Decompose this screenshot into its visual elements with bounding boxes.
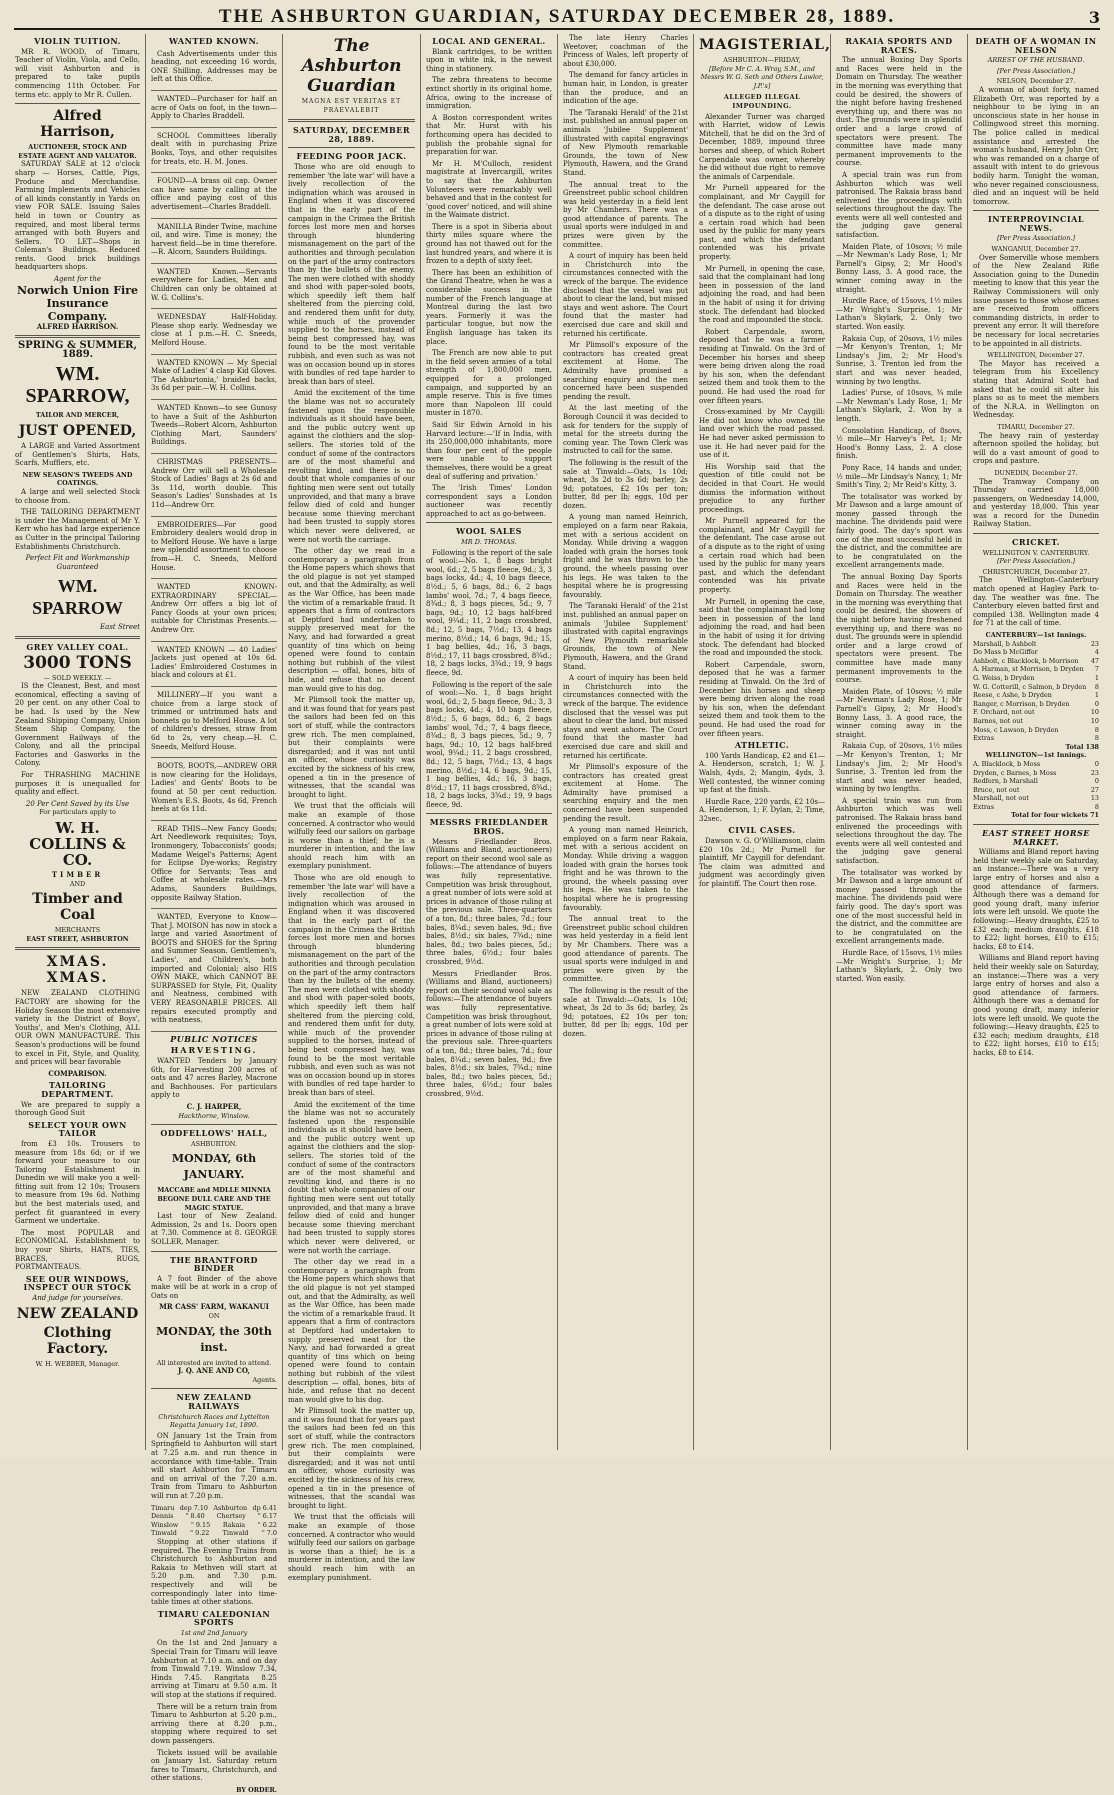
monday-6th: MONDAY, 6th JANUARY. xyxy=(171,1152,257,1182)
horse-market-text-cont: Williams and Bland report having held their weekly sale on Saturday, an instance:—There was a very large entry of horses and also a good attendance of farmers. Although there was a demand for good young draft, many inferior lots were left unsold. We quote the following:—Heavy draughts, £25 to £32 each; medium draughts, £18 to £22; light horses, £10 to £15; hacks, £8 to £14. xyxy=(973,954,1099,1057)
score-row: Marshall, not out 13 xyxy=(973,794,1099,803)
rakaia-p9: The totalisator was worked by Mr Dawson and a large amount of money passed through the machine. The dividends paid were fairly good. The day's sport was one of the most successful held in the district, and the committee are to be congratulated on the excellent arrangements made. xyxy=(836,492,962,570)
local-p2: The zebra threatens to become extinct shortly in its original home, Africa, owing to the increase of immigration. xyxy=(426,76,552,111)
caledonian-text-2: There will be a return train from Timaru to Ashburton at 5.20 p.m., arriving there at 8.20 p.m., stopping where required to set down passengers. xyxy=(151,1702,277,1745)
civil-text: Dawson v. G. O'Williamson, claim £20 10s 2d.; Mr Purnell for plaintiff, Mr Caygill for defendant. The claim was admitted and judgment was accordingly given for plaintiff. The Court then rose. xyxy=(699,837,825,889)
court-p1: Alexander Turner was charged with Harriet, widow of Lewis Mitchell, that he did on the 3rd of December, 1889, impound three horses and sheep, of which Robert Carpendale was owner, whereby he did without due right to remove the animals of Carpendale. xyxy=(699,112,825,181)
death-place: NELSON, December 27. xyxy=(996,77,1076,86)
coal-heading: GREY VALLEY COAL. xyxy=(26,641,129,652)
dunedin-place: DUNEDIN, December 27. xyxy=(994,468,1078,477)
wool-sales-text: Following is the report of the sale of wool:—No. 1, 8 bags bright wool, 6d.; 2, 5 bags fleece, 9d.; 3, 3 bags locks, 4d.; 4, 10 bags fleece, 8½d.; 5, 6 bags, 8d.; 6, 2 bags lambs' wool, 7d.; 7, 4 bags fleece, 8¾d.; 8, 3 bags pieces, 5d.; 9, 7 bags, 9d.; 10, 12 bags half-bred wool, 9¼d.; 11, 2 bags crossbred, 8d.; 12, 5 bags, 7½d.; 13, 4 bags merino, 8½d.; 14, 6 bags, 9d.; 15, 1 bag bellies, 4d.; 16, 3 bags, 8½d.; 17, 11 bags crossbred, 8¾d.; 18, 2 bags locks, 3¾d.; 19, 9 bags fleece, 9d. xyxy=(426,548,553,677)
wool-sales-sub: MR D. THOMAS. xyxy=(461,538,517,547)
rakaia-heading: RAKAIA SPORTS AND RACES. xyxy=(845,36,953,55)
rakaia-p5-cont: Rakaia Cup, of 20sovs, 1½ miles—Mr Kenyon's Trenton, 1; Mr Lindsay's Jim, 2; Mr Hood's Sunrise, 3. Trenton led from the start and was never headed, winning by two lengths. xyxy=(836,742,962,794)
column-6 xyxy=(694,34,831,1450)
score-row: Marshall, b Ashbolt 23 xyxy=(973,639,1099,648)
railways-text: ON January 1st the Train from Springfield to Ashburton will start at 7.25 a.m. and run thence in accordance with time-table. Train will start Ashburton for Timaru and on arrival of the 7.20 a.m. Train from Timaru to Ashburton will run at 7.20 p.m. xyxy=(151,1431,277,1500)
wk-ad-12: WANTED KNOWN — 40 Ladies' Jackets just opened at 10s 6d. Ladies' Embroidered Costumes in black and colours at £1. xyxy=(151,645,277,680)
see-windows: SEE OUR WINDOWS, INSPECT OUR STOCK xyxy=(23,1273,132,1293)
monday-30th: MONDAY, the 30th inst. xyxy=(156,1324,272,1354)
popular-text: The most POPULAR and ECONOMICAL Establishment to buy your Shirts, HATS, TIES, BRACES, RUGS, PORTMANTEAUS. xyxy=(15,1228,140,1272)
court-p6: His Worship said that the question of title could not be decided in that Court. He would dismiss the information without prejudice to any further proceedings. xyxy=(699,462,825,514)
select-tailor: SELECT YOUR OWN TAILOR xyxy=(28,1119,127,1139)
column-4 xyxy=(421,34,558,1450)
wk-ad-4: MANILLA Binder Twine, machine oil, and wire. Time is money; the harvest field—be in time therefore. —R. Alcorn, Saunders Buildings. xyxy=(151,222,277,257)
station-row: Winslow " 9.15 Rakaia " 6.22 xyxy=(151,1520,277,1529)
court-p2: Mr Purnell appeared for the complainant, and Mr Caygill for the defendant. The case arose out of a dispute as to the right of using a certain road which had been used by the public for many years past, and which the defendant contended was his private property. xyxy=(699,184,825,262)
news-p3: The annual treat to the Greenstreet public school children was held yesterday in a field lent by Mr Chambers. There was a good attendance of parents. The usual sports were indulged in and prizes were given by the committee. xyxy=(563,180,688,249)
court-p3: Mr Purnell, in opening the case, said that the complainant had long been in possession of the land adjoining the road, and had been in the habit of using it for driving stock. The defendant had blocked the road and impounded the stock. xyxy=(699,264,825,325)
coal-cost: 20 Per Cent Saved by its Use xyxy=(25,799,130,808)
local-p7: The French are now able to put in the field seven armies of a total strength of 1,800,000 men, equipped for a prolonged campaign, and supported by an ample reserve. This is five times more than Napoleon III could muster in 1870. xyxy=(426,349,552,418)
wk-ad-7: WANTED KNOWN — My Special Make of Ladies' 4 clasp Kid Gloves. 'The Ashburtonia,' braided backs, 3s 6d per pair.—W. H. Collins. xyxy=(151,358,277,393)
rakaia-p4: Hurdle Race, of 15sovs, 1½ miles—Mr Wright's Surprise, 1; Mr Lathan's Skylark, 2. Only two started. Won easily. xyxy=(836,297,962,331)
news-p6: At the last meeting of the Borough Council it was decided to ask for tenders for the supply of metal for the streets during the coming year. The Town Clerk was instructed to call for the same. xyxy=(563,404,688,456)
threshing-text: For THRASHING MACHINE purposes it is unequalled for quality and effect. xyxy=(15,771,140,797)
editorial-p4-cont: Mr Plimsoll took the matter up, and it was found that for years past the sailors had been fed on this sort of stuff, while the contractors grew rich. The men complained, but their complaints were disregarded; and it was not until an officer, whose curiosity was excited by the sickness of his crew, opened a tin in the presence of witnesses, that the scandal was brought to light. xyxy=(288,1407,415,1510)
death-text: A woman of about forty, named Elizabeth Orr, was reported by a neighbour to be lying in an unconscious state in her house in Collingwood street this morning. The police called in medical assistance and arrested the woman's husband, Henry John Orr, who was remanded on a charge of assault with intent to do grievous bodily harm. Tonight the woman, who never regained consciousness, died and an inquest will be held tomorrow. xyxy=(973,85,1099,206)
wk-ad-13: MILLINERY—If you want a choice from a large stock of trimmed or untrimmed hats and bonnets go to Melford House. A lot of children's dresses, straw from 6d to 2s, very cheap.—H. C. Sneeds, Melford House. xyxy=(151,691,277,751)
wk-ad-3: FOUND—A brass oil cap. Owner can have same by calling at the office and paying cost of this advertisement—Charles Braddell. xyxy=(151,177,277,211)
rakaia-p2-cont: A special train was run from Ashburton which was well patronised. The Rakaia brass band enlivened the proceedings with selections throughout the day. The events were all well contested and the judging gave general satisfaction. xyxy=(836,796,962,866)
station-row: Tinwald " 9.22 Tinwald " 7.0 xyxy=(151,1529,277,1538)
wellington-total: Total for four wickets 71 xyxy=(1011,811,1099,820)
horse-market-text: Williams and Bland report having held their weekly sale on Saturday, an instance:—There was a very large entry of horses and also a good attendance of farmers. Although there was a demand for good young draft, many inferior lots were left unsold. We quote the following:—Heavy draughts, £25 to £32 each; medium draughts, £18 to £22; light horses, £10 to £15; hacks, £8 to £14. xyxy=(973,848,1099,951)
select-text: from £3 10s. Trousers to measure from 18s 6d; or if we forward your measure to our Tailoring Establishment in Dunedin we will make you a well-fitting suit from 12 10s; Trousers to measure from 19s 6d. Nothing but the best materials used, and perfect fit guaranteed in every Garment we undertake. xyxy=(15,1139,140,1226)
wk-ad-11: WANTED KNOWN-EXTRAORDINARY SPECIAL—Andrew Orr offers a big lot of Fancy Goods at your own prices; suitable for Christmas Presents.—Andrew Orr. xyxy=(151,583,277,635)
nz-heading: NEW ZEALAND xyxy=(16,1305,139,1322)
news-p2: The 'Taranaki Herald' of the 21st inst. published an annual paper on animals 'Jubilee Supplement' illustrated with capital engravings of New Plymouth remarkable Grounds, the town of New Plymouth, Hawera, and the Grand Stand. xyxy=(563,108,688,177)
local-p9: The 'Irish Times' London correspondent says a London auctioneer was recently approached to act as go-between. xyxy=(426,484,552,518)
wool-sales-text-cont: Following is the report of the sale of wool:—No. 1, 8 bags bright wool, 6d.; 2, 5 bags fleece, 9d.; 3, 3 bags locks, 4d.; 4, 10 bags fleece, 8½d.; 5, 6 bags, 8d.; 6, 2 bags lambs' wool, 7d.; 7, 4 bags fleece, 8¾d.; 8, 3 bags pieces, 5d.; 9, 7 bags, 9d.; 10, 12 bags half-bred wool, 9¼d.; 11, 2 bags crossbred, 8d.; 12, 5 bags, 7½d.; 13, 4 bags merino, 8½d.; 14, 6 bags, 9d.; 15, 1 bag bellies, 4d.; 16, 3 bags, 8½d.; 17, 11 bags crossbred, 8¾d.; 18, 2 bags locks, 3¾d.; 19, 9 bags fleece, 9d. xyxy=(426,680,553,809)
wk-intro: Cash Advertisements under this heading, not exceeding 16 words, ONE Shilling. Addresses may be left at this Office. xyxy=(151,49,277,84)
news-p5-cont: Mr Plimsoll's exposure of the contractors has created great excitement at Home. The Admiralty have promised a searching enquiry and the men concerned have been suspended pending the result. xyxy=(563,763,688,823)
oddfellows-place: ASHBURTON. xyxy=(190,1139,238,1148)
sparrow-sub: TAILOR AND MERCER, xyxy=(35,411,120,420)
column-1 xyxy=(10,34,146,1450)
score-row: Ranger, c Morrison, b Dryden 0 xyxy=(973,699,1099,708)
caledonian-text: On the 1st and 2nd January a Special Train for Timaru will leave Ashburton at 7.10 a.m. and on day from Tinwald 7.19. Winslow 7.34, Hinds 7.45. Rangitata 8.25 arriving at Timaru at 9.50 a.m. It will stop at the stations if required. xyxy=(151,1639,277,1700)
wk-ad-5: WANTED Known.—Servants everywhere for Ladies, Men and Children can only be obtained at W. G. Collins's. xyxy=(151,267,277,302)
xmas-heading: XMAS. XMAS. xyxy=(46,954,109,987)
coal-sold: — SOLD WEEKLY. — xyxy=(43,673,112,682)
news-p5: Mr Plimsoll's exposure of the contractors has created great excitement at Home. The Admiralty have promised a searching enquiry and the men concerned have been suspended pending the result. xyxy=(563,341,688,401)
violin-ad: MR R. WOOD, of Timaru, Teacher of Violin, Viola, and Cello, will visit Ashburton and is prepared to take pupils commencing 11th October. For terms etc. apply to Mr R. Cullen. xyxy=(15,47,140,99)
friedlander-text-cont: Messrs Friedlander Bros. (Williams and Bland, auctioneers) report on their second wool sale as follows:—The attendance of buyers was fully representative. Competition was brisk throughout, a great number of lots were sold at prices in advance of those ruling at the previous sale. Three-quarters of a ton, 8d.; three bales, 7d.; four bales, 8¼d.; seven bales, 9d.; five bales, 8½d.; six bales, 7¾d.; nine bales, 8d.; two bales pieces, 5d.; three bales, 6½d.; four bales crossbred, 9½d. xyxy=(426,969,552,1098)
by-order: BY ORDER. xyxy=(236,1785,277,1794)
merchants: MERCHANTS xyxy=(54,926,101,935)
rakaia-p2: A special train was run from Ashburton which was well patronised. The Rakaia brass band enlivened the proceedings with selections throughout the day. The events were all well contested and the judging gave general satisfaction. xyxy=(836,170,962,240)
editorial-p5-cont: We trust that the officials will make an example of those concerned. A contractor who would wilfully feed our sailors on garbage is worse than a thief; he is a murderer in intention, and the law should reach him with an exemplary punishment. xyxy=(288,1513,415,1582)
last-tour: Last tour of New Zealand. Admission, 2s and 1s. Doors open at 7.30. Commence at 8. GEORGE SOLLER, Manager. xyxy=(151,1212,277,1246)
cricket-text: The Wellington–Canterbury match opened at Hagley Park to-day. The weather was fine. The Canterbury eleven batted first and compiled 138. Wellington made 4 for 71 at the call of time. xyxy=(973,576,1099,628)
wanganui-text: Over Somerville whose members of the New Zealand Rifle Association going to the Dunedin meeting to know that this year the Railway Commissioners will only issue passes to those whose names are received from officers commanding districts, in order to prevent any error. It will therefore be necessary for local secretaries to be appointed in all districts. xyxy=(973,253,1099,348)
court-p5: Cross-examined by Mr Caygill: He did not know who owned the land over which the road passed. He had never asked permission to use it. He had never paid for the use of it. xyxy=(699,408,825,460)
sparrow-name-2: WM. SPARROW xyxy=(32,576,123,619)
canterbury-innings: CANTERBURY—1st Innings. xyxy=(985,631,1087,639)
column-2 xyxy=(146,34,283,1794)
score-row: Reese, c Ashe, b Dryden 1 xyxy=(973,691,1099,700)
wool-sales-heading: WOOL SALES xyxy=(456,526,522,537)
begone-dull-care: BEGONE DULL CARE AND THE MAGIC STATUE. xyxy=(157,1194,271,1212)
editorial-p3-cont: The other day we read in a contemporary a paragraph from the Home papers which shows that the old plague is not yet stamped out, and that the Admiralty, as well as the War Office, has been made the victim of a remarkable fraud. It appears that a firm of contractors at Deptford had undertaken to supply preserved meat for the Navy, and had forwarded a great quantity of tins which on being opened were found to contain nothing but rubbish of the vilest description — offal, bones, bits of hide, and refuse that no decent man would give to his dog. xyxy=(288,1258,415,1404)
editorial-p1-cont: Those who are old enough to remember 'the late war' will have a lively recollection of the indignation which was aroused in England when it was discovered that in the early part of the campaign in the Crimea the British forces lost more men and horses through blundering mismanagement on the part of the authorities and through peculation on the part of the army contractors than by the bullets of the enemy. The men were clothed with shoddy and shod with paper-soled boots, which speedily left them half sheltered from the piercing cold, and rendered them unfit for duty, while much of the provender supplied to the horses, instead of being best compressed hay, was found to be the most veritable rubbish, and even such as was not was on occasion bound up in stores with bundles of red tape harder to break than bars of steel. xyxy=(288,874,415,1097)
editorial-p3: The other day we read in a contemporary a paragraph from the Home papers which shows that the old plague is not yet stamped out, and that the Admiralty, as well as the War Office, has been made the victim of a remarkable fraud. It appears that a firm of contractors at Deptford had undertaken to supply preserved meat for the Navy, and had forwarded a great quantity of tins which on being opened were found to contain nothing but rubbish of the vilest description — offal, bones, bits of hide, and refuse that no decent man would give to his dog. xyxy=(288,547,415,693)
court-p3-cont: Mr Purnell, in opening the case, said that the complainant had long been in possession of the land adjoining the road, and had been in the habit of using it for driving stock. The defendant had blocked the road and impounded the stock. xyxy=(699,597,825,658)
rakaia-p6: Ladies' Purse, of 10sovs, ¾ mile—Mr Newman's Lady Rose, 1; Mr Lathan's Skylark, 2. Won by a length. xyxy=(836,389,962,423)
railways-sub: Christchurch Races and Lyttelton Regatta January 1st, 1890. xyxy=(158,1412,270,1430)
invited: All interested are invited to attend. xyxy=(156,1358,272,1367)
news-p8: A young man named Heinrich, employed on a farm near Rakaia, met with a serious accident on Monday. While driving a waggon loaded with grain the horses took fright and he was thrown to the ground, the wheels passing over his legs. He was taken to the hospital where he is progressing favourably. xyxy=(563,513,688,599)
perfect-fit: Perfect Fit and Workmanship Guaranteed xyxy=(25,554,130,571)
column-3 xyxy=(283,34,421,1582)
charge-heading: ALLEGED ILLEGAL IMPOUNDING. xyxy=(723,93,801,110)
caledonian-sub: 1st and 2nd January xyxy=(180,1628,248,1637)
coal-particulars: For particulars apply to xyxy=(39,808,116,817)
caledonian-heading: TIMARU CALEDONIAN SPORTS xyxy=(157,1608,271,1628)
timber-coal: Timber and Coal xyxy=(32,891,123,924)
tickets-text: Tickets issued will be available on January 1st. Saturday return fares to Timaru, Christchurch, and other stations. xyxy=(151,1748,277,1783)
jq-ane: J. Q. ANE AND CO, xyxy=(178,1366,250,1376)
tweeds-heading: NEW SEASON'S TWEEDS AND COATINGS. xyxy=(22,470,133,488)
score-row: Bruce, not out 27 xyxy=(973,785,1099,794)
tailoring-dept: TAILORING DEPARTMENT. xyxy=(41,1080,114,1099)
stations-table xyxy=(151,1504,277,1538)
harrison-sub: AUCTIONEER, STOCK AND ESTATE AGENT AND VALUATOR. xyxy=(18,143,137,160)
paper-title: The Ashburton Guardian xyxy=(301,36,402,96)
rakaia-p1-cont: The annual Boxing Day Sports and Races were held in the Domain on Thursday. The weather in the morning was everything that could be desired, the showers of the night before having freshened everything up, and there was no dust. The grounds were in splendid order and a large crowd of spectators were present. The committee have made many permanent improvements to the course. xyxy=(836,573,962,685)
agents: Agents. xyxy=(252,1375,277,1384)
sparrow-name: WM. SPARROW, xyxy=(25,363,130,408)
editorial-p1: Those who are old enough to remember 'the late war' will have a lively recollection of the indignation which was aroused in England when it was discovered that in the early part of the campaign in the Crimea the British forces lost more men and horses through blundering mismanagement on the part of the authorities and through peculation on the part of the army contractors than by the bullets of the enemy. The men were clothed with shoddy and shod with paper-soled boots, which speedily left them half sheltered from the piercing cold, and rendered them unfit for duty, while much of the provender supplied to the horses, instead of being best compressed hay, was found to be the most veritable rubbish, and even such as was not was on occasion bound up in stores with bundles of red tape harder to break than bars of steel. xyxy=(288,162,415,386)
coal-tons: 3000 TONS xyxy=(23,652,132,673)
hurdle-text: Hurdle Race, 220 yards, £2 10s—A. Henderson, 1; F. Dylan, 2; Time, 32sec. xyxy=(699,797,825,823)
friedlander-text: Messrs Friedlander Bros. (Williams and Bland, auctioneers) report on their second wool sale as follows:—The attendance of buyers was fully representative. Competition was brisk throughout, a great number of lots were sold at prices in advance of those ruling at the previous sale. Three-quarters of a ton, 8d.; three bales, 7d.; four bales, 8¼d.; seven bales, 9d.; five bales, 8½d.; six bales, 7¾d.; nine bales, 8d.; two bales pieces, 5d.; three bales, 6½d.; four bales crossbred, 9½d. xyxy=(426,837,552,966)
paper-motto: MAGNA EST VERITAS ET PRAEVALEBIT xyxy=(301,98,402,114)
news-p3-cont: The annual treat to the Greenstreet public school children was held yesterday in a field lent by Mr Chambers. There was a good attendance of parents. The usual sports were indulged in and prizes were given by the committee. xyxy=(563,915,688,984)
cricket-press: [Per Press Association.] xyxy=(997,557,1075,566)
news-p7: The following is the result of the sale at Tinwald:—Oats, 1s 10d; wheat, 3s 2d to 3s 6d; barley, 2s 9d; potatoes, £2 10s per ton; butter, 8d per lb; eggs, 10d per dozen. xyxy=(563,458,688,510)
rakaia-p5: Rakaia Cup, of 20sovs, 1½ miles—Mr Kenyon's Trenton, 1; Mr Lindsay's Jim, 2; Mr Hood's Sunrise, 3. Trenton led from the start and was never headed, winning by two lengths. xyxy=(836,334,962,386)
score-row: Extras 8 xyxy=(973,734,1099,743)
rakaia-p7: Consolation Handicap, of 8sovs, ½ mile—Mr Harvey's Pet, 1; Mr Hood's Bonny Lass, 2. A close finish. xyxy=(836,426,962,461)
interprovincial-heading: INTERPROVINCIAL NEWS. xyxy=(988,214,1084,233)
score-row: Barnes, not out 10 xyxy=(973,716,1099,725)
news-p8-cont: A young man named Heinrich, employed on a farm near Rakaia, met with a serious accident on Monday. While driving a waggon loaded with grain the horses took fright and he was thrown to the ground, the wheels passing over his legs. He was taken to the hospital where he is progressing favourably. xyxy=(563,826,688,912)
christchurch-place: CHRISTCHURCH, December 27. xyxy=(982,567,1090,576)
east-st-ashburton: EAST STREET, ASHBURTON xyxy=(26,934,129,943)
railways-heading: NEW ZEALAND RAILWAYS xyxy=(176,1392,252,1412)
norwich-union: Norwich Union Fire Insurance Company. xyxy=(16,283,139,323)
score-row: A. Blacklock, b Moss 0 xyxy=(973,759,1099,768)
wanted-known-heading: WANTED KNOWN. xyxy=(168,36,260,46)
east-street: East Street xyxy=(100,623,140,632)
harrison-sig: ALFRED HARRISON. xyxy=(36,321,119,331)
score-row: Dryden, c Barnes, b Moss 23 xyxy=(973,768,1099,777)
dunedin-text: The Tramway Company on Thursday carried 18,000 passengers, on Wednesday 14,000, and yesterday 18,000. This year was a record for the Dunedin Railway Station. xyxy=(973,477,1099,529)
rakaia-p8: Pony Race, 14 hands and under, ½ mile—Mr Lindsay's Nancy, 1; Mr Smith's Tiny, 2; Mr Reid's Kitty, 3. xyxy=(836,463,962,490)
ashburton-friday: ASHBURTON—FRIDAY, xyxy=(723,56,801,64)
news-p2-cont: The 'Taranaki Herald' of the 21st inst. published an annual paper on animals 'Jubilee Supplement' illustrated with capital engravings of New Plymouth remarkable Grounds, the town of New Plymouth, Hawera, and the Grand Stand. xyxy=(563,602,688,671)
comparison: COMPARISON. xyxy=(48,1068,107,1078)
score-row: Ashbolt, c Blacklock, b Morrison 47 xyxy=(973,656,1099,665)
oddfellows-hall: ODDFELLOWS' HALL, xyxy=(160,1128,268,1139)
news-p7-cont: The following is the result of the sale at Tinwald:—Oats, 1s 10d; wheat, 3s 2d to 3s 6d; barley, 2s 9d; potatoes, £2 10s per ton; butter, 8d per lb; eggs, 10d per dozen. xyxy=(563,986,688,1038)
editorial-p2: Amid the excitement of the time the blame was not so accurately fastened upon the responsible individuals as it should have been, and the public outcry went up against the clothiers and the slop-sellers. The stories told of the conduct of some of the contractors are of the most shameful and revolting kind, and there is no doubt that whole companies of our fighting men were sent out totally unprovided, and that many a brave fellow died of cold and hunger because some thieving merchant had been trusted to supply stores which never were delivered, or were not worth the carriage. xyxy=(288,389,415,544)
spring-summer: SPRING & SUMMER, 1889. xyxy=(18,340,137,360)
local-general-heading: LOCAL AND GENERAL. xyxy=(432,36,546,46)
canterbury-scorecard xyxy=(973,640,1099,743)
sparrow-text: A LARGE and Varied Assortment of Gentlemen's Shirts, Hats, Scarfs, Mufflers, etc. xyxy=(15,442,140,468)
wk-ad-1: WANTED—Purchaser for half an acre of Oats on foot, in the town—Apply to Charles Braddell. xyxy=(151,94,277,121)
just-opened: JUST OPENED, xyxy=(18,423,137,440)
score-row: Redfern, b Marshall 0 xyxy=(973,777,1099,786)
masthead xyxy=(14,6,1100,30)
rakaia-p9-cont: The totalisator was worked by Mr Dawson and a large amount of money passed through the machine. The dividends paid were fairly good. The day's sport was one of the most successful held in the district, and the committee are to be congratulated on the excellent arrangements made. xyxy=(836,868,962,946)
athletic-heading: ATHLETIC. xyxy=(734,740,790,751)
tailoring-text: THE TAILORING DEPARTMENT is under the Management of Mr Y. Kerr who has had large experience as Cutter in the principal Tailoring Establishments Christchurch. xyxy=(15,508,140,551)
civil-heading: CIVIL CASES. xyxy=(728,825,796,836)
magisterial-heading: MAGISTERIAL, xyxy=(699,37,831,53)
wellington-scorecard xyxy=(973,760,1099,812)
wk-ad-9: CHRISTMAS PRESENTS—Andrew Orr will sell a Wholesale Stock of Ladies' Bags at 2s 6d and 3s 11d, worth double. This Season's Ladies' Sunshades at 1s 11d—Andrew Orr. xyxy=(151,457,277,509)
harper-name: C. J. HARPER, xyxy=(186,1101,242,1111)
interprovincial-press: [Per Press Association.] xyxy=(997,234,1075,243)
death-press: [Per Press Association.] xyxy=(997,66,1075,75)
horse-market-heading: EAST STREET HORSE MARKET. xyxy=(982,828,1090,847)
and-word: AND xyxy=(69,879,86,888)
on-word: ON xyxy=(208,1312,220,1321)
score-row: Moss, c Lawson, b Dryden 8 xyxy=(973,725,1099,734)
editorial-heading: FEEDING POOR JACK. xyxy=(296,151,407,162)
tweeds-text: A large and well selected Stock to choose from. xyxy=(15,488,140,505)
agent-for: Agent for the xyxy=(53,275,102,284)
harper-place: Hackthorne, Winslow. xyxy=(178,1111,250,1120)
editorial-p4: Mr Plimsoll took the matter up, and it was found that for years past the sailors had been fed on this sort of stuff, while the contractors grew rich. The men complained, but their complaints were disregarded; and it was not until an officer, whose curiosity was excited by the sickness of his crew, opened a tin in the presence of witnesses, that the scandal was brought to light. xyxy=(288,696,415,799)
wk-ad-6: WEDNESDAY Half-Holiday. Please shop early. Wednesday we close at 1 p.m.—H. C. Sneeds, Melford House. xyxy=(151,313,277,348)
cricket-heading: CRICKET. xyxy=(1012,537,1060,548)
maccabe: MACCABE and MDLLE MINNIA xyxy=(157,1186,271,1195)
judge: And judge for yourselves. xyxy=(32,1294,123,1302)
harrison-text: SATURDAY SALE at 12 o'clock sharp — Horses, Cattle, Pigs, Produce and Merchandise. Farming Implements and Vehicles of all kinds constantly in Yards on view FOR SALE. Issuing Sales held in town or Country as required, and most liberal terms arranged with both Buyers and Sellers. TO LET—Shops in Coleman's Buildings. Reduced rents. Good brick buildings headquarters shops. xyxy=(15,160,140,272)
clothing-factory: Clothing Factory. xyxy=(43,1324,112,1357)
court-p2-cont: Mr Purnell appeared for the complainant, and Mr Caygill for the defendant. The case arose out of a dispute as to the right of using a certain road which had been used by the public for many years past, and which the defendant contended was his private property. xyxy=(699,517,825,595)
coal-text: IS the Cleanest, Best, and most economical, effecting a saving of 20 per cent. on any other Coal to be had. Is used by the New Zealand Shipping Company, Union Steam Ship Company, the Government Railways of the Colony, and all the principal Factories and Gasworks in the Colony. xyxy=(15,682,140,768)
wk-ad-8: WANTED Known—to see Gunosy to have a Suit of the Ashburton Tweeds—Robert Alcorn, Ashburton Clothing Mart, Saunders' Buildings. xyxy=(151,404,277,447)
local-p1: Blank cartridges, to be written upon in white ink, is the newest thing in stationery. xyxy=(426,47,552,73)
score-row: Do Mass b McGiffer 4 xyxy=(973,648,1099,657)
score-row: A. Harman, st Morrison, b Dryden 7 xyxy=(973,665,1099,674)
station-row: Timaru dep 7.10 Ashburton dp 6.41 xyxy=(151,1503,277,1512)
wk-ad-16: WANTED, Everyone to Know—That J. MOISON has now in stock a large and varied Assortment of BOOTS and SHOES for the Spring and Summer Season. Gentlemen's, Ladies', and Children's, both imported and Colonial; also HIS OWN MAKE, which CANNOT BE SURPASSED for Style, Fit, Quality and Neatness, combined with VERY REASONABLE PRICES. All repairs executed promptly and with neatness. xyxy=(151,913,277,1025)
rakaia-p3: Maiden Plate, of 10sovs; ½ mile—Mr Newman's Lady Rose, 1; Mr Parnell's Gipsy, 2; Mr Hood's Bonny Lass, 3. A good race, the winner coming away in the straight. xyxy=(836,242,962,294)
score-row: W. G. Cotterill, c Salmon, b Dryden 8 xyxy=(973,682,1099,691)
news-p4-cont: A court of inquiry has been held in Christchurch into the circumstances connected with the wreck of the barque. The evidence disclosed that the vessel was put about to clear the land, but missed stays and went ashore. The Court found that the master had exercised due care and skill and returned his certificate. xyxy=(563,674,688,760)
column-5 xyxy=(558,34,694,1450)
timber: TIMBER xyxy=(51,870,104,880)
rakaia-p3-cont: Maiden Plate, of 10sovs; ½ mile—Mr Newman's Lady Rose, 1; Mr Parnell's Gipsy, 2; Mr Hood's Bonny Lass, 3. A good race, the winner coming away in the straight. xyxy=(836,687,962,739)
local-p6: There has been an exhibition of the Grand Theatre, when he was a considerable success in the number of the French language at Montreal during the last two years. Formerly it was the particular tongue, but now the English language has taken its place. xyxy=(426,268,552,346)
score-row: F. Orchard, not out 10 xyxy=(973,708,1099,717)
court-p4-cont: Robert Carpendale, sworn, deposed that he was a farmer residing at Tinwald. On the 3rd of December his horses and sheep were being driven along the road by his son, when the defendant seized them and took them to the pound. He had used the road for over fifteen years. xyxy=(699,660,825,738)
friedlander-heading: MESSRS FRIEDLANDER BROS. xyxy=(429,817,549,837)
tailoring-dept-text: We are prepared to supply a thorough Good Suit xyxy=(15,1100,140,1118)
cricket-sub: WELLINGTON V. CANTERBURY. xyxy=(982,548,1090,557)
columns xyxy=(10,34,1104,1794)
masthead-title: THE ASHBURTON GUARDIAN, SATURDAY DECEMBER 28, 1889. xyxy=(218,6,896,27)
local-p8: Said Sir Edwin Arnold in his Harvard lecture:—'If in India, with its 250,000,000 inhabitants, more than four per cent of the people were unable to support themselves, there would be a great deal of suffering and privation.' xyxy=(426,420,552,481)
binder-text: A 7 foot Binder of the above make will be at work in a crop of Oats on xyxy=(151,1274,277,1300)
wellington-innings: WELLINGTON—1st Innings. xyxy=(985,751,1087,760)
brantford-binder: THE BRANTFORD BINDER xyxy=(169,1254,258,1274)
cass-farm: MR CASS' FARM, WAKANUI xyxy=(159,1302,269,1312)
railways-text-2: Stopping at other stations if required. The Evening Trains from Christchurch to Ashburton and Rakaia to Methven will start at 5.20 p.m. and 7.30 p.m. respectively and will be correspondingly later into time-table times at other stations. xyxy=(151,1537,277,1607)
news-p1: The demand for fancy articles in human hair, in London, is greater than the produce, and an indication of the age. xyxy=(563,71,688,106)
score-row: G. Weiss, b Dryden 1 xyxy=(973,673,1099,682)
news-p0: The late Henry Charles Weetover, coachman of the Princess of Wales, left property of about £30,000. xyxy=(563,34,688,68)
station-row: Dennis " 8.40 Chertsey " 6.17 xyxy=(151,1512,277,1521)
local-p5: There is a spot in Siberia about thirty miles square where the ground has not thawed out for the last hundred years, and where it is frozen to a depth of sixty feet. xyxy=(426,222,552,266)
rakaia-p1: The annual Boxing Day Sports and Races were held in the Domain on Thursday. The weather in the morning was everything that could be desired, the showers of the night before having freshened everything up, and there was no dust. The grounds were in splendid order and a large crowd of spectators were present. The committee have made many permanent improvements to the course. xyxy=(836,56,962,168)
wk-ad-15: READ THIS—New Fancy Goods; Art Needlework requisites; Toys, Ironmongery, Tobacconists' goods; Madame Weigel's Patterns; Agent for Eclipse Dye-works; Registry Office for Servants; Teas and Coffee at wholesale rates.—Mrs Adams, Saunders Buildings, opposite Railway Station. xyxy=(151,824,277,902)
wk-ad-14: BOOTS, BOOTS,—ANDREW ORR is now clearing for the Holidays, Ladies' and Gents' Boots to be found at 50 per cent reduction. Women's E.S. Boots, 4s 6d, French heels at 6s 11d. xyxy=(151,762,277,814)
editorial-date: SATURDAY, DECEMBER 28, 1889. xyxy=(293,125,410,144)
editorial-p5: We trust that the officials will make an example of those concerned. A contractor who would wilfully feed our sailors on garbage is worse than a thief; he is a murderer in intention, and the law should reach him with an exemplary punishment. xyxy=(288,802,415,871)
canterbury-total: Total 138 xyxy=(1065,742,1099,751)
collins-name: W. H. COLLINS & CO. xyxy=(29,819,126,870)
woollen-text: NEW ZEALAND CLOTHING FACTORY are showing for the Holiday Season the most extensive variety in the District of Boys', Youths', and Men's Clothing, ALL OUR OWN MANUFACTURE. This Season's productions will be found to excel in Fit, Style, and Quality, and prices will bear favorable xyxy=(15,989,140,1067)
local-p3: A Boston correspondent writes that Mr. Hurst with his forthcoming opera has decided to publish the probable signal for preparation for war. xyxy=(426,113,552,157)
violin-heading: VIOLIN TUITION. xyxy=(34,36,121,46)
wanganui-place: WANGANUI, December 27. xyxy=(991,245,1081,254)
column-8 xyxy=(968,34,1104,1450)
editorial-p2-cont: Amid the excitement of the time the blame was not so accurately fastened upon the responsible individuals as it should have been, and the public outcry went up against the clothiers and the slop-sellers. The stories told of the conduct of some of the contractors are of the most shameful and revolting kind, and there is no doubt that whole companies of our fighting men were sent out totally unprovided, and that many a brave fellow died of cold and hunger because some thieving merchant had been trusted to supply stores which never were delivered, or were not worth the carriage. xyxy=(288,1100,415,1255)
court-p4: Robert Carpendale, sworn, deposed that he was a farmer residing at Tinwald. On the 3rd of December his horses and sheep were being driven along the road by his son, when the defendant seized them and took them to the pound. He had used the road for over fifteen years. xyxy=(699,327,825,405)
local-p4: Mr H. M'Culloch, resident magistrate at Invercargill, writes to say that the Ashburton Volunteers were remarkably well behaved and that in the contest for 'good cover' noticed, and will shine in the Waimate district. xyxy=(426,159,552,220)
column-7 xyxy=(831,34,968,1450)
death-sub: ARREST OF THE HUSBAND. xyxy=(987,56,1085,65)
webber: W. H. WEBBER, Manager. xyxy=(35,1359,120,1368)
wk-ad-10: EMBROIDERIES—For good Embroidery dealers would drop in to Melford House. We have a large new splendid assortment to choose from—H. C. Sneeds, Melford House. xyxy=(151,520,277,572)
wellington-place: WELLINGTON, December 27. xyxy=(987,351,1085,360)
wk-ad-2: SCHOOL Committees liberally dealt with in purchasing Prize Books, Toys, and other requisites for treats, etc. H. M. Jones. xyxy=(151,131,277,166)
public-notices-heading: PUBLIC NOTICES xyxy=(170,1033,258,1044)
harvesting-text: WANTED Tenders by January 6th, for Harvesting 200 acres of oats and 47 acres Barley, Macrone and Bachhouses. For particulars apply to xyxy=(151,1057,277,1100)
harvesting-heading: HARVESTING. xyxy=(170,1045,258,1056)
bench: [Before Mr C. A. Wray, S.M., and Messrs W. G. Seth and Others Lawlor, J.P.'s] xyxy=(700,64,824,90)
rakaia-p4-cont: Hurdle Race, of 15sovs, 1½ miles—Mr Wright's Surprise, 1; Mr Lathan's Skylark, 2. Only two started. Won easily. xyxy=(836,948,962,983)
score-row: Extras 8 xyxy=(973,802,1099,811)
page-number: 3 xyxy=(1088,8,1100,27)
timaru-place: TIMARU, December 27. xyxy=(997,422,1075,431)
harrison-name: Alfred Harrison, xyxy=(40,108,115,141)
timaru-text: The heavy rain of yesterday afternoon spoiled the holiday, but will do a vast amount of good to crops and pasture. xyxy=(973,431,1099,466)
news-p4: A court of inquiry has been held in Christchurch into the circumstances connected with the wreck of the barque. The evidence disclosed that the vessel was put about to clear the land, but missed stays and went ashore. The Court found that the master had exercised due care and skill and returned his certificate. xyxy=(563,252,688,338)
wellington-text: The Mayor has received a telegram from his Excellency stating that Admiral Scott had asked that he could sit alter his plans so as to meet the members of the N.R.A. in Wellington on Wednesday. xyxy=(973,359,1099,420)
death-heading: DEATH OF A WOMAN IN NELSON xyxy=(975,36,1097,55)
athletic-text: 100 Yards Handicap, £2 and £1—A. Henderson, scratch, 1; W. J. Walsh, 4yds, 2; Mangin, 4yds, 3. Well contested, the winner coming up fast at the finish. xyxy=(699,751,825,795)
